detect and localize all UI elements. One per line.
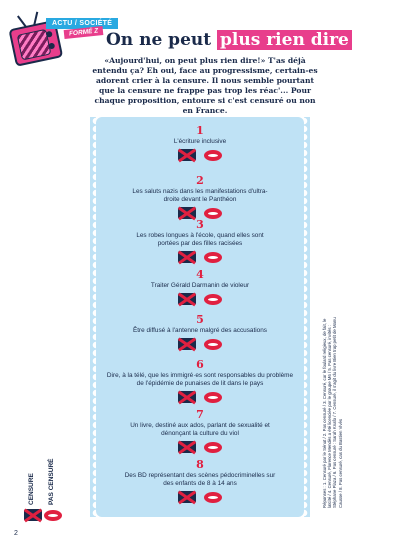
question-2	[96, 175, 304, 220]
question-text: L'écriture inclusive	[173, 138, 227, 145]
question-number: 7	[196, 408, 204, 421]
question-number: 8	[196, 458, 204, 471]
question-5	[96, 314, 304, 351]
question-number: 5	[196, 313, 204, 326]
mouth-icon[interactable]	[204, 294, 222, 305]
mouth-icon[interactable]	[204, 208, 222, 219]
question-number: 4	[196, 268, 204, 281]
page-number: 2	[14, 530, 18, 537]
question-number: 2	[196, 174, 204, 187]
censored-icon[interactable]	[178, 149, 196, 161]
question-text: Des BD représentant des scènes pédocriminelles sur des enfants de 8 à 14 ans	[124, 472, 276, 487]
mouth-icon[interactable]	[204, 339, 222, 350]
tv-knob	[48, 42, 55, 49]
question-text: Un livre, destiné aux ados, parlant de sexualité et dénonçant la culture du viol	[130, 422, 270, 437]
censored-icon[interactable]	[178, 391, 196, 403]
question-number: 1	[196, 124, 204, 137]
question-text: Les robes longues à l'école, quand elles sont portées par des filles racisées	[136, 232, 264, 247]
censored-icon	[24, 509, 42, 521]
question-number: 6	[196, 358, 204, 371]
title-highlight: plus rien dire	[217, 30, 352, 50]
censored-icon[interactable]	[178, 491, 196, 503]
mouth-icon[interactable]	[204, 150, 222, 161]
title-text: On ne peut	[106, 30, 218, 50]
mouth-icon	[44, 510, 62, 521]
question-1	[96, 125, 304, 162]
category-tag: ACTU / SOCIÉTÉ	[46, 18, 118, 29]
intro-text: «Aujourd'hui, on peut plus rien dire!» T'as déjà entendu ça? Eh oui, face au progressisme, certain-es adorent crier à la censure. Il nous semble pourtant que la censure ne frappe pas trop les réac'... Pour chaque proposition, entoure si c'est censuré ou non en France.	[92, 56, 318, 115]
question-4	[96, 269, 304, 306]
question-text: Traiter Gérald Darmanin de violeur	[150, 282, 250, 289]
censored-icon[interactable]	[178, 293, 196, 305]
question-text: Dire, à la télé, que les immigré·es sont responsables du problème de l'épidémie de punaises de lit dans le pays	[106, 372, 294, 387]
question-8	[96, 459, 304, 504]
mouth-icon[interactable]	[204, 492, 222, 503]
quiz-panel	[96, 117, 304, 517]
censored-icon[interactable]	[178, 207, 196, 219]
censored-icon[interactable]	[178, 441, 196, 453]
question-number: 3	[196, 218, 204, 231]
answers-text: Réponses : 1. Censuré par le Sénat / 2. Pas censuré / 3. Censuré, car le foulard religieux, de fait, le laïcité / 4. Censuré, Florence Mendès a été licenciée par le groupe M6 / 5. Pas censuré, invités : Stéphane Plaza / 6. Pas censuré : Sarah Knafo / 7. Censuré, il s'agit du livre Bien trop petit de Manu Causse / 8. Pas censuré, cas du Bastien Vivès	[322, 317, 343, 508]
sub-tag: FORMÉ Z	[64, 26, 104, 39]
legend-pas-censure-label: PAS CENSURÉ	[48, 458, 55, 505]
mouth-icon[interactable]	[204, 392, 222, 403]
tv-knob	[46, 31, 53, 38]
legend-censure-label: CENSURE	[28, 473, 35, 505]
question-text: Être diffusé à l'antenne malgré des accusations	[133, 327, 267, 334]
legend	[22, 458, 62, 523]
question-6	[96, 359, 304, 404]
mouth-icon[interactable]	[204, 442, 222, 453]
mouth-icon[interactable]	[204, 252, 222, 263]
censored-icon[interactable]	[178, 338, 196, 350]
question-text: Les saluts nazis dans les manifestations d'ultra-droite devant le Panthéon	[132, 188, 268, 203]
question-3	[96, 219, 304, 264]
question-7	[96, 409, 304, 454]
page-title	[106, 30, 352, 50]
censored-icon[interactable]	[178, 251, 196, 263]
